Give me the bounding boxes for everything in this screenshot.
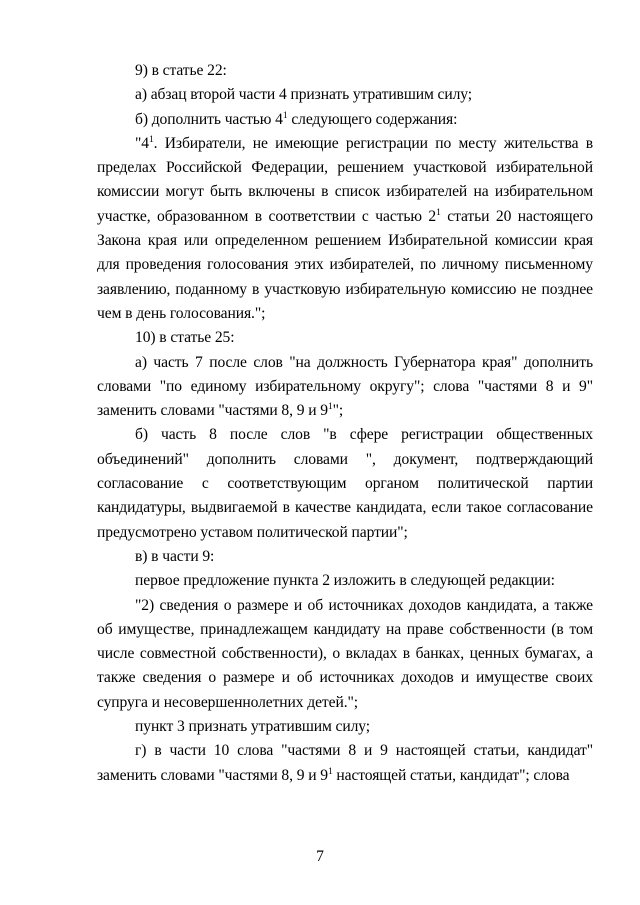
- paragraph: [97, 739, 593, 788]
- paragraph: [97, 108, 593, 132]
- superscript: 1: [327, 766, 333, 777]
- text-run: ";: [332, 402, 344, 420]
- text-run: "4: [135, 134, 149, 152]
- paragraph: [97, 326, 593, 350]
- text-run: а) часть 7 после слов "на должность Губернатора края" дополнить словами "по единому избирательному округу"; слова "частями 8 и 9" заменить словами "частями 8, 9 и 9: [97, 353, 593, 420]
- text-run: статьи 20 настоящего Закона края или определенном решением Избирательной комиссии края для проведения голосования этих избирателей, по личному письменному заявлению, поданному в участковую избирательную комиссию не позднее чем в день голосования.";: [97, 207, 593, 322]
- paragraph: [97, 715, 593, 739]
- paragraph: [97, 83, 593, 107]
- text-run: первое предложение пункта 2 изложить в следующей редакции:: [135, 572, 555, 590]
- text-run: г) в части 10 слова "частями 8 и 9 настоящей статьи, кандидат" заменить словами "частями 8, 9 и 9: [97, 742, 593, 784]
- text-run: . Избиратели, не имеющие регистрации по месту жительства в пределах Российской Федерации, решением участковой избирательной комиссии могут быть включены в список избирателей на избирательном участке, образованном в соответствии с частью 2: [97, 134, 593, 225]
- superscript: 1: [327, 402, 333, 413]
- text-run: настоящей статьи, кандидат"; слова: [332, 766, 570, 784]
- superscript: 1: [282, 110, 288, 121]
- text-run: а) абзац второй части 4 признать утратившим силу;: [135, 86, 473, 104]
- text-run: 10) в статье 25:: [135, 329, 235, 347]
- text-run: следующего содержания:: [287, 110, 458, 128]
- text-run: в) в части 9:: [135, 547, 215, 565]
- paragraph: [97, 545, 593, 569]
- paragraph: [97, 351, 593, 424]
- text-run: б) дополнить частью 4: [135, 110, 283, 128]
- text-run: пункт 3 признать утратившим силу;: [135, 718, 371, 736]
- text-run: б) часть 8 после слов "в сфере регистрации общественных объединений" дополнить словами ", документ, подтверждающий согласование с соответствующим органом политической партии кандидатуры, выдвигаемой в качестве кандидата, если такое согласование предусмотрено уставом политической партии";: [97, 426, 593, 541]
- text-run: 9) в статье 22:: [135, 62, 227, 79]
- paragraph: [97, 423, 593, 544]
- paragraph: [97, 132, 593, 326]
- paragraph: [97, 569, 593, 593]
- page-number: 7: [316, 848, 324, 865]
- superscript: 1: [436, 207, 441, 218]
- superscript: 1: [148, 134, 154, 145]
- paragraph: [97, 59, 593, 83]
- text-run: "2) сведения о размере и об источниках доходов кандидата, а также об имуществе, принадлежащем кандидату на праве собственности (в том числе совместной собственности), о вкладах в банках, ценных бумагах, а также сведения о размере и об источниках доходов и имуществе своих супруга и несовершеннолетних детей.";: [97, 596, 593, 711]
- body-text: [97, 59, 593, 788]
- paragraph: [97, 594, 593, 715]
